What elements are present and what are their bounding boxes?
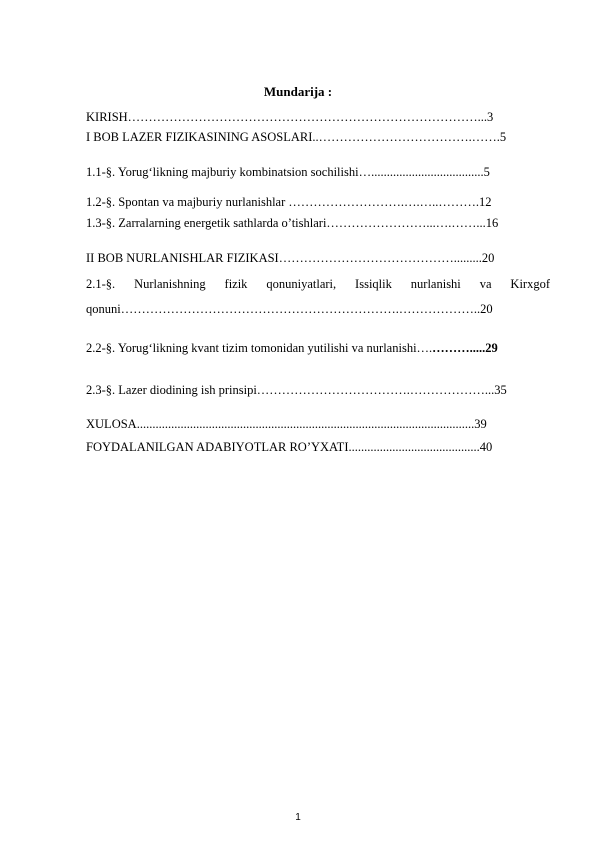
toc-entry-2-2 [86,341,550,356]
toc-entry-1-3: 1.3-§. Zarralarning energetik sathlarda o’tishlari……………………...….……...16 [86,216,499,230]
page-title: Mundarija : [263,84,333,99]
toc-entry-1-1: 1.1-§. Yorug‘likning majburiy kombinatsion sochilishi…....................................5 [86,165,490,179]
toc-entry-chapter-1: I BOB LAZER FIZIKASINING ASOSLARI..……………………………….…….5 [86,130,507,144]
toc-entry-2-2-title: 2.2-§. Yorug‘likning kvant tizim tomonidan yutilishi va nurlanishi…. [86,341,433,355]
toc-entry-xulosa: XULOSA............................................................................................................39 [86,417,487,431]
toc-entry-2-3: 2.3-§. Lazer diodining ish prinsipi……………………………….………………...35 [86,383,507,397]
toc-entry-kirish: KIRISH…………………………………………………………………………...3 [86,110,494,124]
page-number: 1 [295,812,301,823]
toc-entry-bibliography: FOYDALANILGAN ADABIYOTLAR RO’YXATI..........................................40 [86,440,493,454]
toc-entry-2-2-page: ……….....29 [432,341,498,355]
toc-entry-2-1-continued: qonuni………………………………………………………….………………..20 [86,302,493,316]
toc-entry-chapter-2: II BOB NURLANISHLAR FIZIKASI…………………………………….........20 [86,251,495,265]
toc-entry-1-2: 1.2-§. Spontan va majburiy nurlanishlar ……………………….….…..……….12 [86,195,492,209]
toc-entry-2-1: 2.1-§. Nurlanishning fizik qonuniyatlari, Issiqlik nurlanishi va Kirxgof [86,277,550,291]
